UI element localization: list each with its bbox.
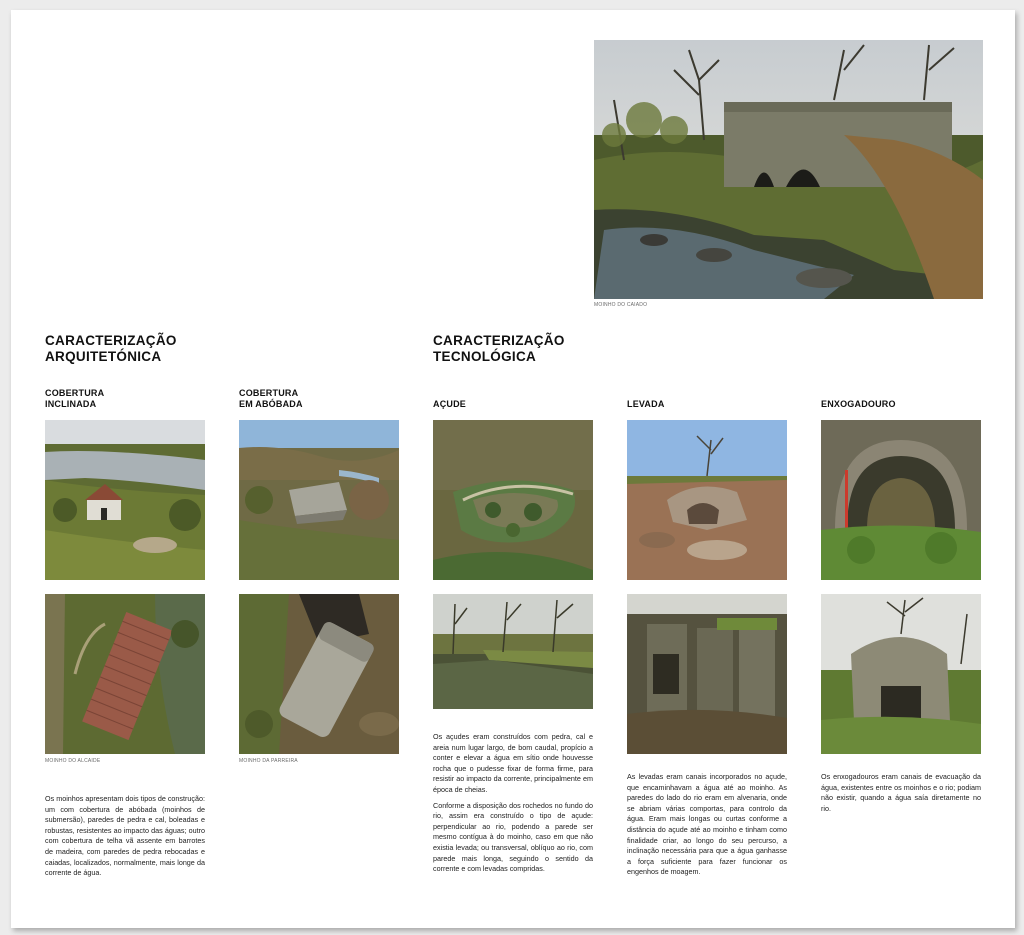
section-title-line: CARACTERIZAÇÃO <box>45 333 177 348</box>
column-heading-line: COBERTURA <box>239 388 299 398</box>
column-heading-line: COBERTURA <box>45 388 105 398</box>
column-heading-pitched-roof <box>45 388 104 410</box>
paragraph: Conforme a disposição dos rochedos no fundo do rio, assim era construído o tipo de açude: perpendicular ao rio, podendo a parede ser mesmo contígua à do moinho, caso em que não existia levada; ou transversal, oblíquo ao rio, com parede mais longa, seguindo o sentido da corrente e com levadas compridas. <box>433 800 593 874</box>
column-heading-line: EM ABÓBADA <box>239 399 303 409</box>
caption-moinho-da-parreira: MOINHO DA PARREIRA <box>239 758 298 764</box>
text-architectural-description <box>45 794 205 884</box>
section-title-technological <box>433 333 565 365</box>
section-title-line: TECNOLÓGICA <box>433 349 537 364</box>
document-page <box>11 10 1015 928</box>
photo-vaulted-mill-aerial <box>239 594 399 754</box>
photo-levada-ruined-walls <box>627 594 787 754</box>
section-title-architectural <box>45 333 177 365</box>
column-heading-vaulted-roof <box>239 388 303 410</box>
section-title-line: ARQUITETÓNICA <box>45 349 162 364</box>
paragraph: As levadas eram canais incorporados no açude, que encaminhavam a água até ao moinho. As paredes do lado do rio eram em alvenaria, onde se abriam várias comportas, para controlo da água. Eram mais longas ou curtas conforme a distância do açude até ao moinho e tinham como finalidade criar, ao longo do seu percurso, a inclinação necessária para que a água ganhasse a força suficiente para fazer funcionar os engenhos de moagem. <box>627 772 787 877</box>
section-title-line: CARACTERIZAÇÃO <box>433 333 565 348</box>
paragraph: Os enxogadouros eram canais de evacuação da água, existentes entre os moinhos e o rio; podiam não existir, quando a água saía diretamente no rio. <box>821 772 981 813</box>
text-enxogadouro-description <box>821 772 981 819</box>
photo-pitched-roof-mill-riverside <box>45 420 205 580</box>
column-heading-enxogadouro: ENXOGADOURO <box>821 399 896 409</box>
caption-moinho-do-alcaide: MOINHO DO ALCAIDE <box>45 758 101 764</box>
photo-pitched-roof-aerial <box>45 594 205 754</box>
hero-photo-mill <box>594 40 983 299</box>
photo-enxogadouro-stone-mill <box>821 594 981 754</box>
text-acude-description <box>433 732 593 880</box>
column-heading-levada: LEVADA <box>627 399 665 409</box>
photo-acude-river-reflection <box>433 594 593 709</box>
column-heading-acude: AÇUDE <box>433 399 467 409</box>
paragraph: Os açudes eram construídos com pedra, cal e areia num lugar largo, de bom caudal, propício a conter e elevar a água em sítio onde houvesse rocha que o pudesse fixar de forma firme, para resistir ao impacto da corrente, principalmente em época de cheias. <box>433 732 593 794</box>
photo-enxogadouro-arch <box>821 420 981 580</box>
photo-vaulted-mill-valley <box>239 420 399 580</box>
hero-caption: MOINHO DO CAIADO <box>594 302 648 308</box>
photo-acude-aerial <box>433 420 593 580</box>
text-levada-description <box>627 772 787 883</box>
column-heading-line: INCLINADA <box>45 399 97 409</box>
paragraph: Os moinhos apresentam dois tipos de construção: um com cobertura de abóbada (moinhos de submersão), paredes de pedra e cal, boleadas e robustas, resistentes ao impacto das águas; outro com cobertura de telha vã assente em barrotes de madeira, com paredes de pedra rebocadas e caiadas, localizados, normalmente, mais longe da corrente de água. <box>45 794 205 878</box>
photo-levada-stone-channel <box>627 420 787 580</box>
